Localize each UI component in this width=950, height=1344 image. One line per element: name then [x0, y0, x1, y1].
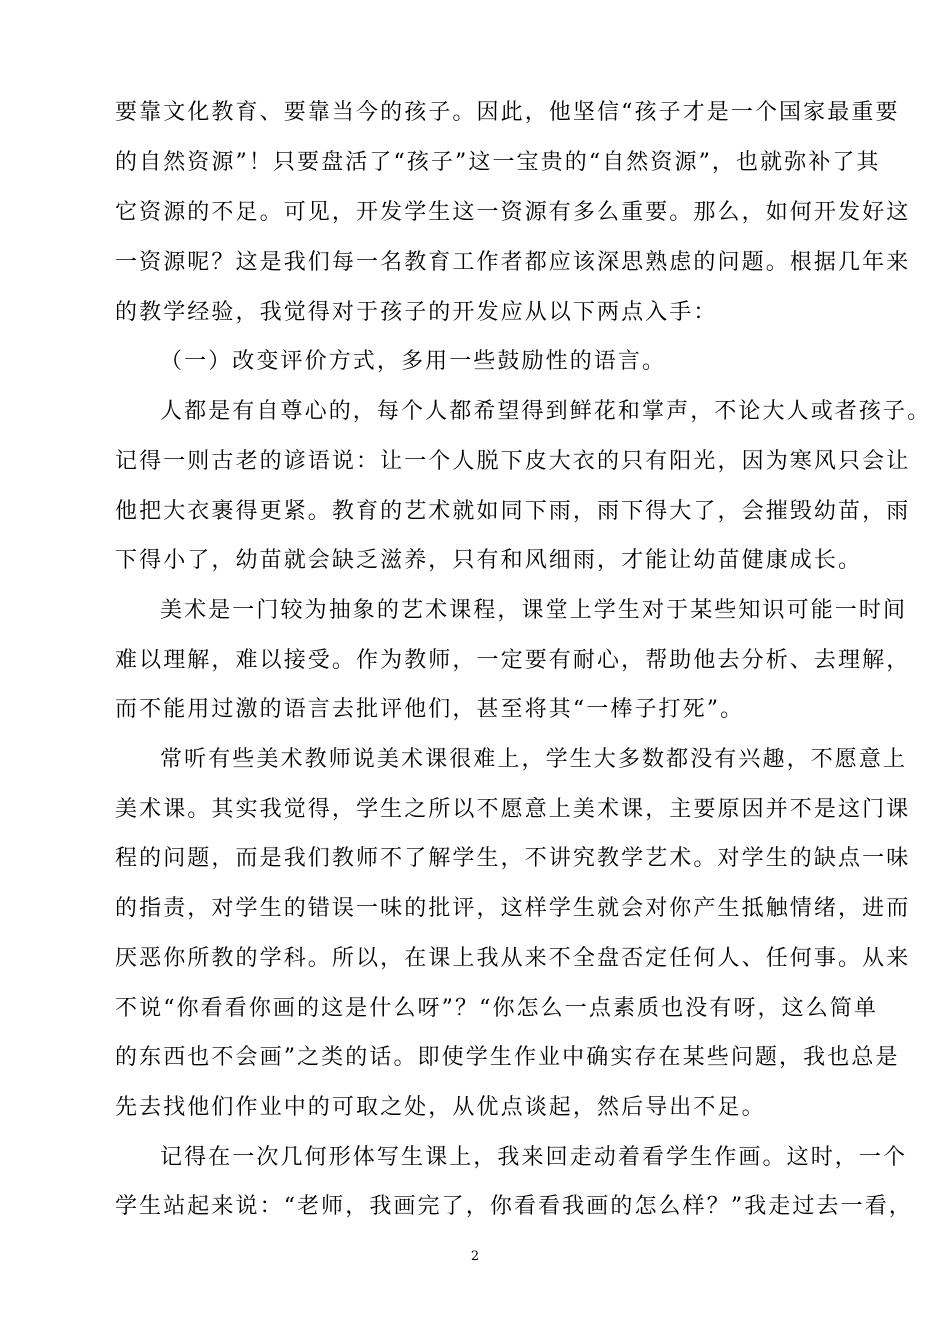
page-number: 2	[470, 1249, 480, 1264]
section-heading: （一）改变评价方式，多用一些鼓励性的语言。	[160, 349, 667, 374]
text-line: 记得一则古老的谚语说：让一个人脱下皮大衣的只有阳光，因为寒风只会让	[115, 449, 911, 474]
text-line: 的教学经验，我觉得对于孩子的开发应从以下两点入手：	[115, 300, 718, 325]
paragraph-first-line: 人都是有自尊心的，每个人都希望得到鲜花和掌声，不论大人或者孩子。	[160, 399, 932, 424]
text-line: 它资源的不足。可见，开发学生这一资源有多么重要。那么，如何开发好这	[115, 200, 911, 225]
paragraph-first-line: 记得在一次几何形体写生课上，我来回走动着看学生作画。这时，一个	[160, 1145, 908, 1170]
paragraph-first-line: 美术是一门较为抽象的艺术课程，课堂上学生对于某些知识可能一时间	[160, 598, 908, 623]
text-line: 先去找他们作业中的可取之处，从优点谈起，然后导出不足。	[115, 1095, 766, 1120]
text-line: 难以理解，难以接受。作为教师，一定要有耐心，帮助他去分析、去理解，	[115, 648, 911, 673]
text-line: 他把大衣裹得更紧。教育的艺术就如同下雨，雨下得大了，会摧毁幼苗，雨	[115, 499, 911, 524]
text-line: 美术课。其实我觉得，学生之所以不愿意上美术课，主要原因并不是这门课	[115, 797, 911, 822]
text-line: 厌恶你所教的学科。所以，在课上我从来不全盘否定任何人、任何事。从来	[115, 946, 911, 971]
text-line: 的东西也不会画”之类的话。即使学生作业中确实存在某些问题，我也总是	[115, 1045, 900, 1070]
text-line: 的自然资源”！只要盘活了“孩子”这一宝贵的“自然资源”，也就弥补了其	[115, 150, 881, 175]
text-line: 而不能用过激的语言去批评他们，甚至将其“一棒子打死”。	[115, 697, 745, 722]
text-line: 一资源呢？这是我们每一名教育工作者都应该深思熟虑的问题。根据几年来	[115, 250, 911, 275]
paragraph-first-line: 常听有些美术教师说美术课很难上，学生大多数都没有兴趣，不愿意上	[160, 747, 908, 772]
text-line: 的指责，对学生的错误一味的批评，这样学生就会对你产生抵触情绪，进而	[115, 896, 911, 921]
text-line: 不说“你看看你画的这是什么呀”？“你怎么一点素质也没有呀，这么简单	[115, 996, 879, 1021]
text-line: 下得小了，幼苗就会缺乏滋养，只有和风细雨，才能让幼苗健康成长。	[115, 548, 863, 573]
text-line: 程的问题，而是我们教师不了解学生，不讲究教学艺术。对学生的缺点一味	[115, 846, 911, 871]
text-line: 要靠文化教育、要靠当今的孩子。因此，他坚信“孩子才是一个国家最重要	[115, 100, 900, 125]
text-line: 学生站起来说：“老师，我画完了，你看看我画的怎么样？”我走过去一看，	[115, 1194, 913, 1219]
